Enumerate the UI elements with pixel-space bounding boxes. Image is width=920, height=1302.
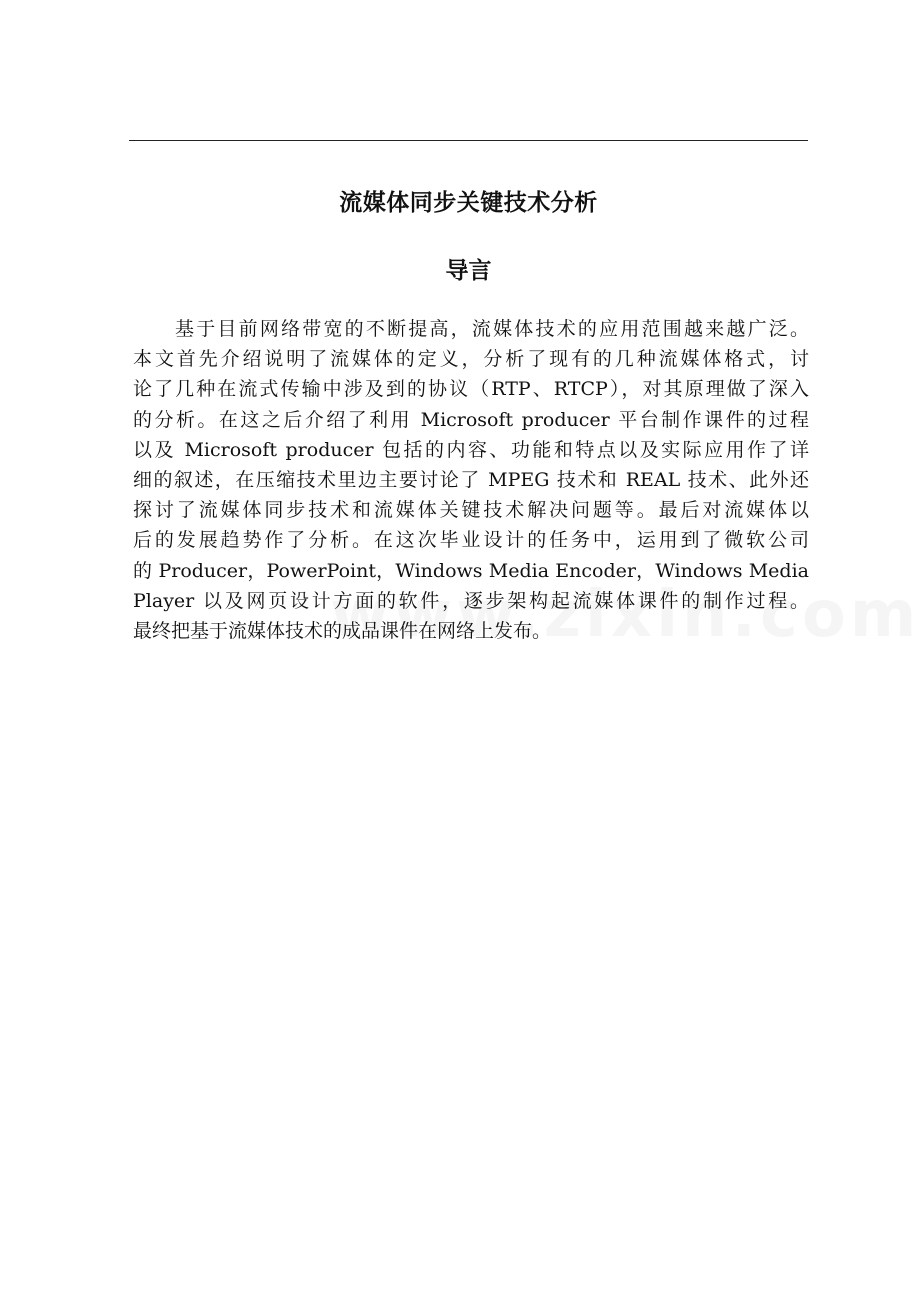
header-rule	[129, 140, 808, 141]
paragraph-line: 的分析。在这之后介绍了利用 Microsoft producer 平台制作课件的过程	[133, 408, 809, 431]
paragraph-line: Player 以及网页设计方面的软件，逐步架构起流媒体课件的制作过程。	[133, 589, 809, 612]
paragraph-line: 探讨了流媒体同步技术和流媒体关键技术解决问题等。最后对流媒体以	[133, 499, 809, 522]
body-paragraph	[133, 314, 809, 646]
section-heading: 导言	[445, 258, 492, 284]
paragraph-line: 论了几种在流式传输中涉及到的协议（RTP、RTCP），对其原理做了深入	[133, 378, 809, 401]
paragraph-line: 的 Producer，PowerPoint，Windows Media Encoder，Windows Media	[133, 559, 809, 582]
paragraph-line: 后的发展趋势作了分析。在这次毕业设计的任务中，运用到了微软公司	[133, 529, 809, 552]
paragraph-line: 细的叙述，在压缩技术里边主要讨论了 MPEG 技术和 REAL 技术、此外还	[133, 469, 809, 492]
document-title: 流媒体同步关键技术分析	[339, 190, 598, 216]
paragraph-line: 最终把基于流媒体技术的成品课件在网络上发布。	[133, 620, 552, 643]
paragraph-line: 基于目前网络带宽的不断提高，流媒体技术的应用范围越来越广泛。	[175, 318, 809, 340]
paragraph-line: 本文首先介绍说明了流媒体的定义，分析了现有的几种流媒体格式，讨	[133, 348, 809, 371]
paragraph-line: 以及 Microsoft producer 包括的内容、功能和特点以及实际应用作了详	[133, 438, 809, 461]
